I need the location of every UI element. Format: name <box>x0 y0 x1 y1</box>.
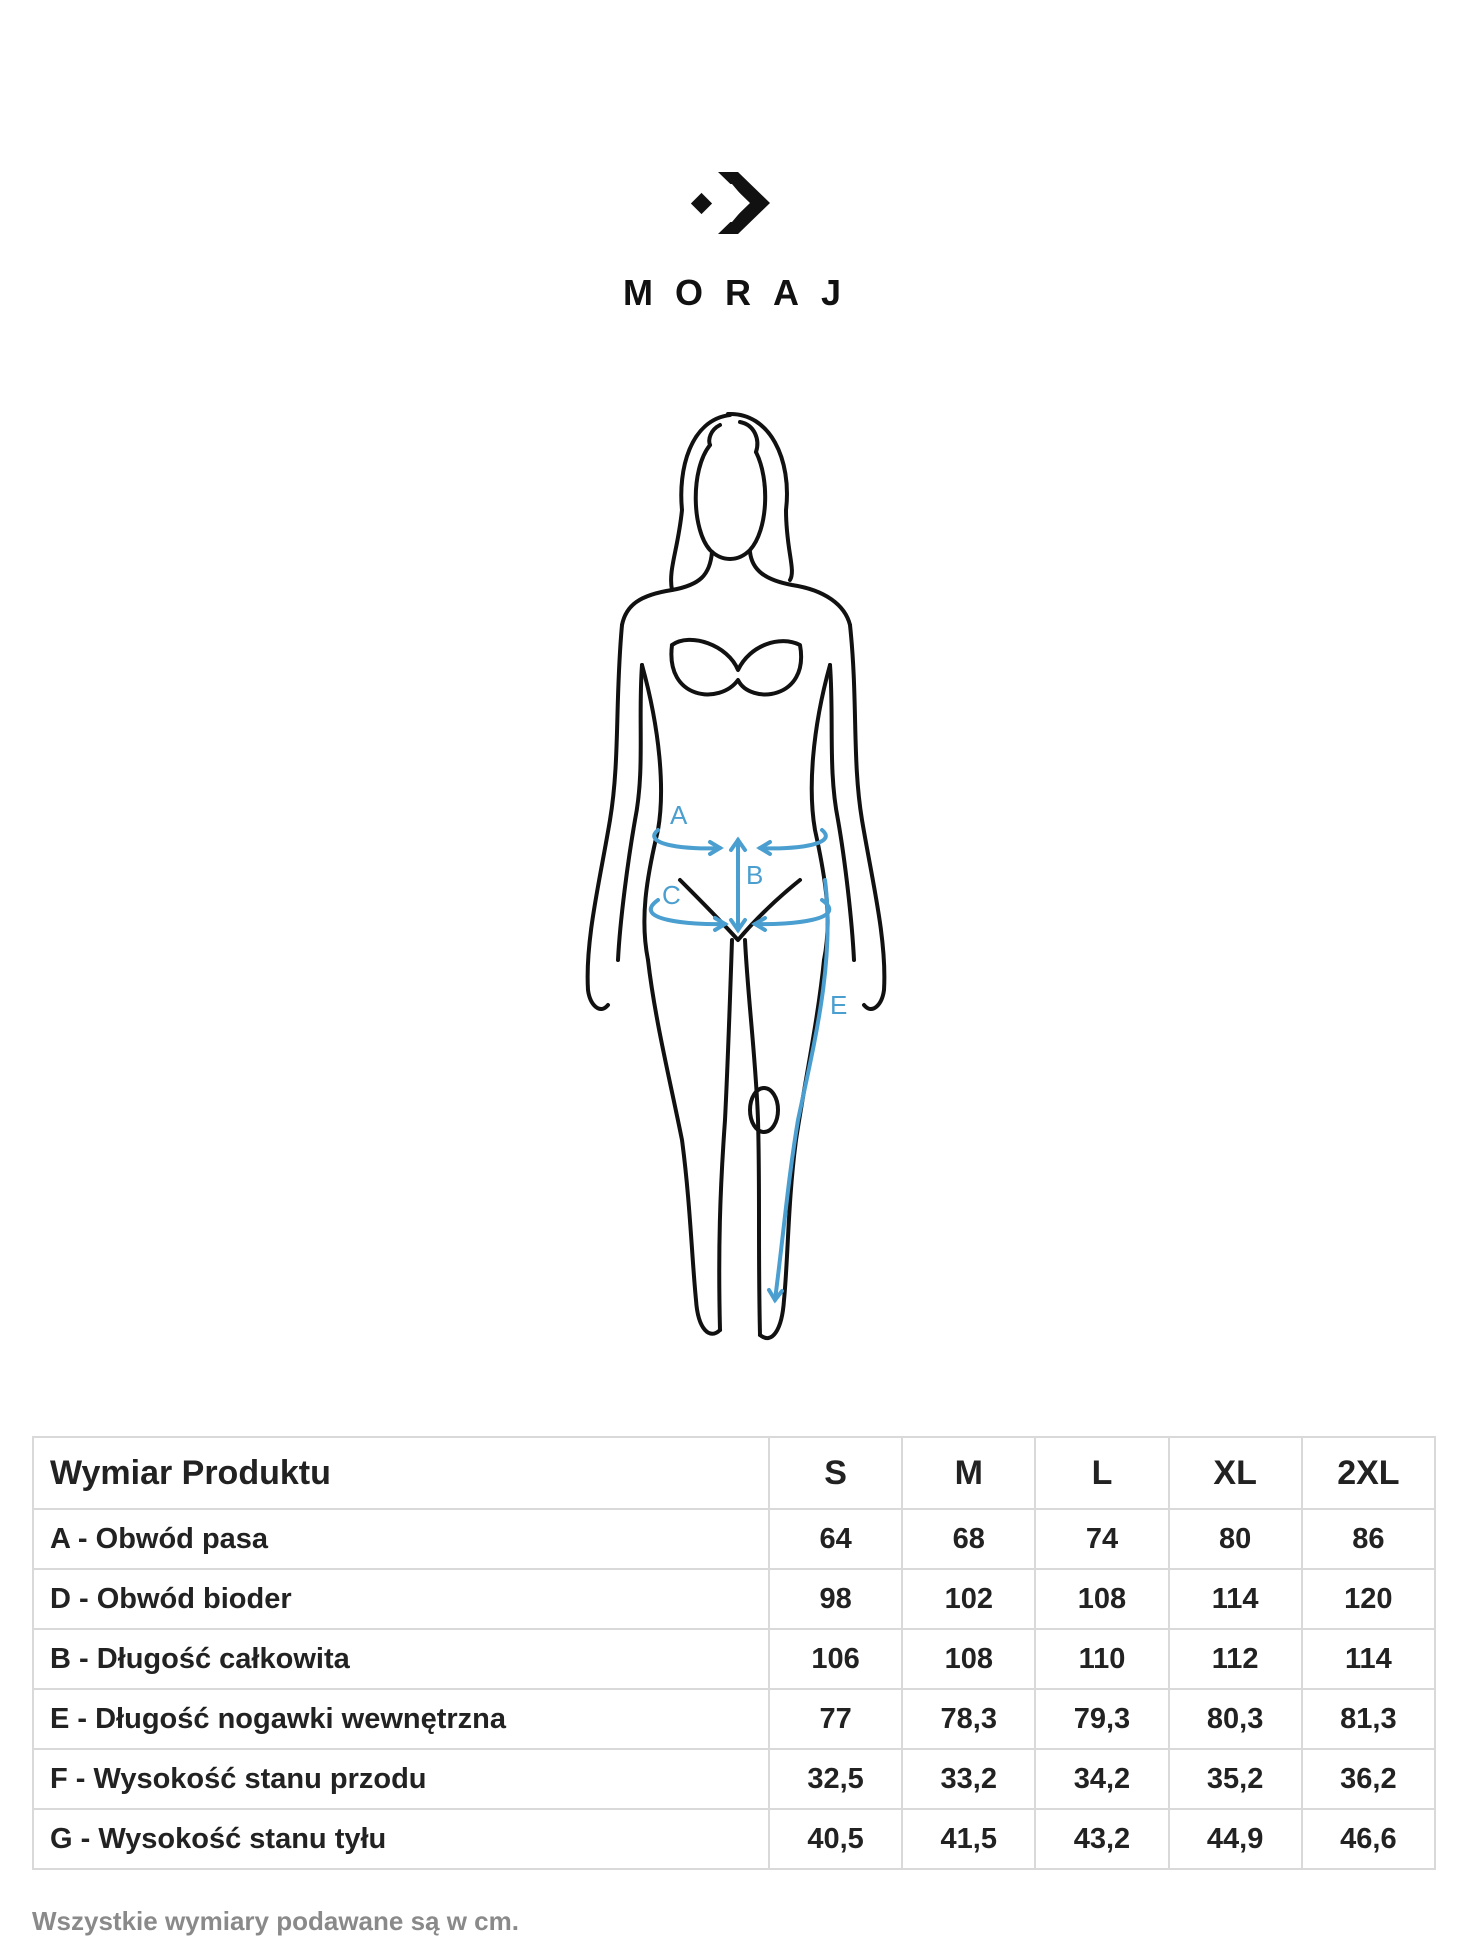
chevron-diamond-logo-icon <box>690 170 780 260</box>
cell-value: 112 <box>1169 1629 1302 1689</box>
size-header: M <box>902 1437 1035 1509</box>
cell-value: 114 <box>1169 1569 1302 1629</box>
cell-value: 74 <box>1035 1509 1168 1569</box>
label-e: E <box>830 990 848 1020</box>
cell-value: 80,3 <box>1169 1689 1302 1749</box>
cell-value: 106 <box>769 1629 902 1689</box>
table-row <box>33 1809 1435 1869</box>
size-table <box>32 1436 1436 1870</box>
cell-value: 108 <box>1035 1569 1168 1629</box>
table-header-label: Wymiar Produktu <box>33 1437 769 1509</box>
cell-value: 36,2 <box>1302 1749 1435 1809</box>
cell-value: 32,5 <box>769 1749 902 1809</box>
cell-value: 41,5 <box>902 1809 1035 1869</box>
label-b: B <box>746 860 764 890</box>
size-header: XL <box>1169 1437 1302 1509</box>
row-label: D - Obwód bioder <box>33 1569 769 1629</box>
cell-value: 44,9 <box>1169 1809 1302 1869</box>
body-measurement-figure <box>560 400 920 1430</box>
row-label: B - Długość całkowita <box>33 1629 769 1689</box>
cell-value: 81,3 <box>1302 1689 1435 1749</box>
table-row <box>33 1689 1435 1749</box>
table-row <box>33 1569 1435 1629</box>
size-header: L <box>1035 1437 1168 1509</box>
brand-name: MORAJ <box>622 272 863 313</box>
footnote: Wszystkie wymiary podawane są w cm. <box>32 1906 519 1936</box>
cell-value: 114 <box>1302 1629 1435 1689</box>
row-label: F - Wysokość stanu przodu <box>33 1749 769 1809</box>
row-label: G - Wysokość stanu tyłu <box>33 1809 769 1869</box>
cell-value: 78,3 <box>902 1689 1035 1749</box>
cell-value: 40,5 <box>769 1809 902 1869</box>
label-c: C <box>662 880 681 910</box>
cell-value: 68 <box>902 1509 1035 1569</box>
cell-value: 46,6 <box>1302 1809 1435 1869</box>
cell-value: 108 <box>902 1629 1035 1689</box>
table-header-row <box>33 1437 1435 1509</box>
table-row <box>33 1629 1435 1689</box>
table-row <box>33 1509 1435 1569</box>
cell-value: 64 <box>769 1509 902 1569</box>
cell-value: 35,2 <box>1169 1749 1302 1809</box>
measurement-markers-icon <box>560 400 920 1430</box>
cell-value: 120 <box>1302 1569 1435 1629</box>
cell-value: 77 <box>769 1689 902 1749</box>
row-label: A - Obwód pasa <box>33 1509 769 1569</box>
cell-value: 33,2 <box>902 1749 1035 1809</box>
cell-value: 110 <box>1035 1629 1168 1689</box>
size-header: 2XL <box>1302 1437 1435 1509</box>
cell-value: 98 <box>769 1569 902 1629</box>
cell-value: 43,2 <box>1035 1809 1168 1869</box>
cell-value: 80 <box>1169 1509 1302 1569</box>
row-label: E - Długość nogawki wewnętrzna <box>33 1689 769 1749</box>
table-row <box>33 1749 1435 1809</box>
cell-value: 34,2 <box>1035 1749 1168 1809</box>
size-header: S <box>769 1437 902 1509</box>
cell-value: 102 <box>902 1569 1035 1629</box>
cell-value: 79,3 <box>1035 1689 1168 1749</box>
cell-value: 86 <box>1302 1509 1435 1569</box>
label-a: A <box>670 800 688 830</box>
